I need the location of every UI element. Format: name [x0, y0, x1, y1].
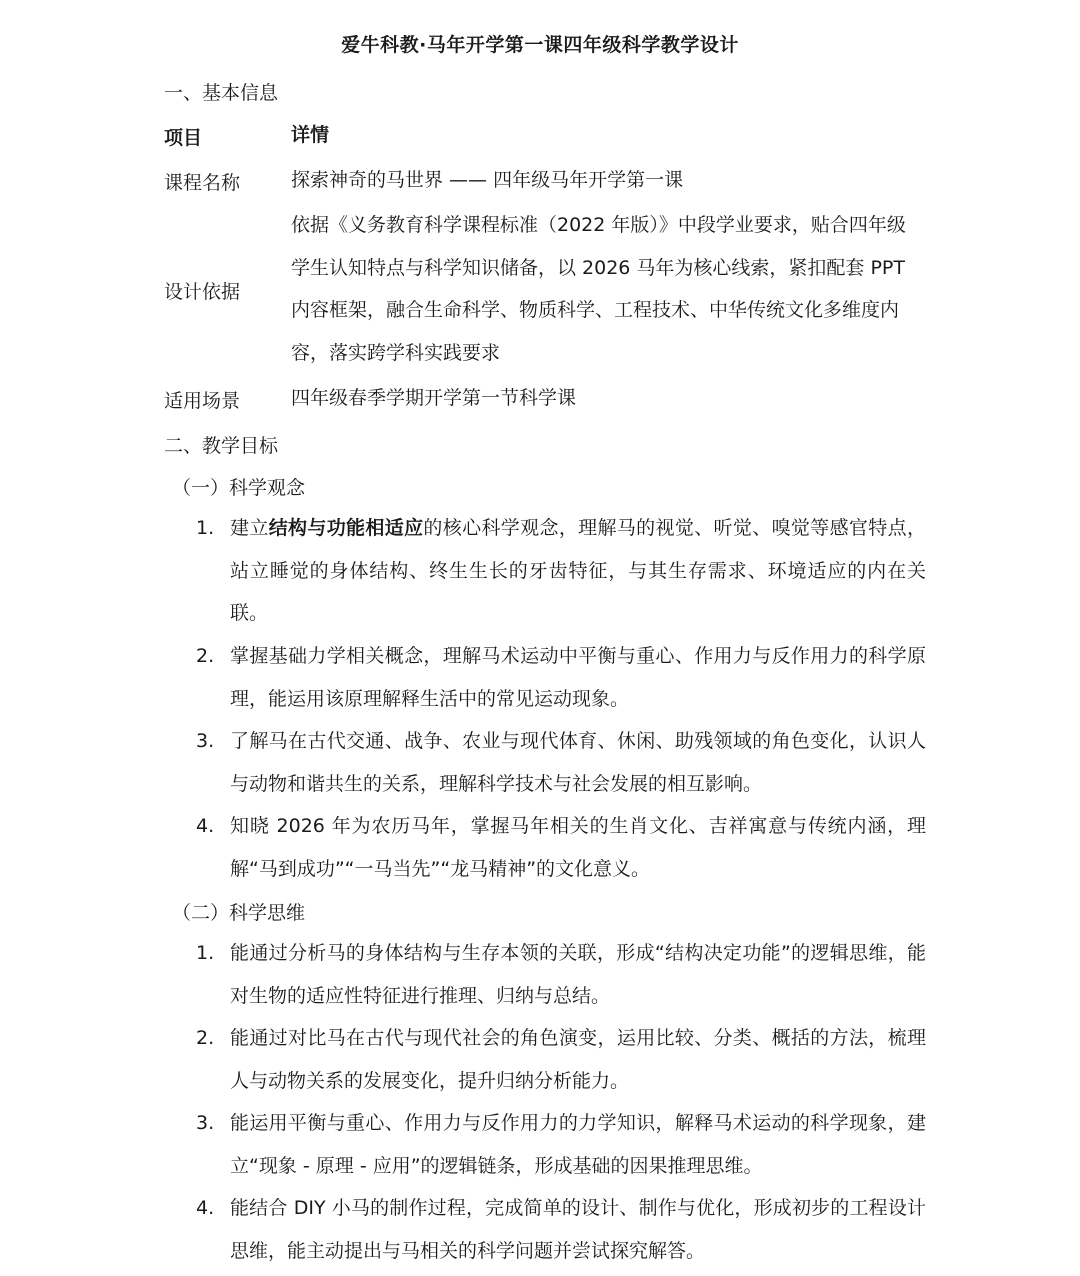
list-item-text: 掌握基础力学相关概念，理解马术运动中平衡与重心、作用力与反作用力的科学原理，能运用该原理解释生活中的常见运动现象。	[230, 645, 926, 710]
table-header-value: 详情	[291, 124, 330, 146]
list-item-number: 1.	[196, 517, 215, 539]
list-item	[196, 1017, 926, 1102]
table-header-key: 项目	[164, 127, 203, 149]
list-item-number: 3.	[196, 730, 215, 752]
list-item-number: 2.	[196, 645, 215, 667]
subsection-heading-science-concepts: （一）科学观念	[172, 477, 306, 499]
list-item-text: 能运用平衡与重心、作用力与反作用力的力学知识，解释马术运动的科学现象，建立“现象 - 原理 - 应用”的逻辑链条，形成基础的因果推理思维。	[230, 1112, 926, 1177]
list-item	[196, 932, 926, 1017]
list-item-text: 建立结构与功能相适应的核心科学观念，理解马的视觉、听觉、嗅觉等感官特点，站立睡觉的身体结构、终生生长的牙齿特征，与其生存需求、环境适应的内在关联。	[230, 517, 926, 624]
list-item-text: 能通过分析马的身体结构与生存本领的关联，形成“结构决定功能”的逻辑思维，能对生物的适应性特征进行推理、归纳与总结。	[230, 942, 926, 1007]
table-row-key: 设计依据	[164, 281, 241, 303]
list-item-number: 4.	[196, 1197, 215, 1219]
list-item-text: 能通过对比马在古代与现代社会的角色演变，运用比较、分类、概括的方法，梳理人与动物关系的发展变化，提升归纳分析能力。	[230, 1027, 926, 1092]
table-row-value: 依据《义务教育科学课程标准（2022 年版）》中段学业要求，贴合四年级学生认知特点与科学知识储备，以 2026 马年为核心线索，紧扣配套 PPT 内容框架，融合生命科学、物质科学、工程技术、中华传统文化多维度内容，落实跨学科实践要求	[291, 214, 906, 364]
table-row-value: 探索神奇的马世界 —— 四年级马年开学第一课	[291, 169, 684, 191]
list-item	[196, 507, 926, 635]
document-title: 爱牛科教·马年开学第一课四年级科学教学设计	[341, 34, 739, 56]
list-item	[196, 635, 926, 720]
table-row-key: 课程名称	[164, 172, 241, 194]
table-row-key: 适用场景	[164, 390, 241, 412]
list-item	[196, 1187, 926, 1272]
section-heading-teaching-goals: 二、教学目标	[164, 435, 279, 457]
list-item-number: 4.	[196, 815, 215, 837]
list-item-text: 能结合 DIY 小马的制作过程，完成简单的设计、制作与优化，形成初步的工程设计思维，能主动提出与马相关的科学问题并尝试探究解答。	[230, 1197, 926, 1262]
list-item	[196, 1102, 926, 1187]
list-item	[196, 805, 926, 890]
list-item-text: 知晓 2026 年为农历马年，掌握马年相关的生肖文化、吉祥寓意与传统内涵，理解“马到成功”“一马当先”“龙马精神”的文化意义。	[230, 815, 926, 880]
list-item-number: 1.	[196, 942, 215, 964]
section-heading-basic-info: 一、基本信息	[164, 82, 279, 104]
list-item-number: 2.	[196, 1027, 215, 1049]
list-item-text: 了解马在古代交通、战争、农业与现代体育、休闲、助残领域的角色变化，认识人与动物和谐共生的关系，理解科学技术与社会发展的相互影响。	[230, 730, 926, 795]
subsection-heading-science-thinking: （二）科学思维	[172, 902, 306, 924]
list-item	[196, 720, 926, 805]
list-item-number: 3.	[196, 1112, 215, 1134]
table-row-value: 四年级春季学期开学第一节科学课	[291, 387, 577, 409]
